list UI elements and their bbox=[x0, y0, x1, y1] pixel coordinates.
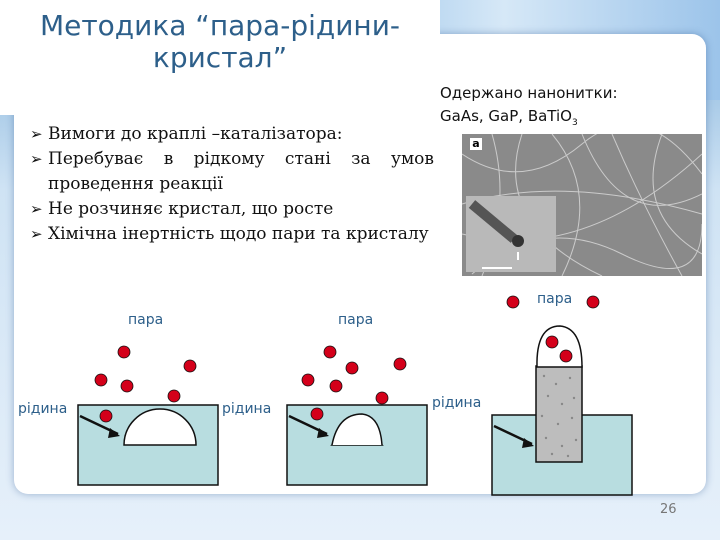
result-materials: GaAs, GaP, BaTiO bbox=[440, 107, 572, 125]
droplet-3 bbox=[537, 326, 582, 367]
arrow-bullet-icon: ➢ bbox=[30, 125, 43, 143]
vapor-atom bbox=[184, 360, 196, 372]
vapor-label-2: пара bbox=[338, 312, 374, 328]
vapor-atom bbox=[302, 374, 314, 386]
bullet-text: Перебуває в рідкому стані за умов проведення реакції bbox=[48, 149, 434, 194]
photo-panel-tag: a bbox=[470, 138, 482, 150]
vapor-atom bbox=[346, 362, 358, 374]
page-number: 26 bbox=[660, 502, 677, 517]
slide-title: Методика “пара-рідини-кристал” bbox=[39, 9, 401, 74]
liquid-label-1: рідина bbox=[18, 401, 68, 417]
result-label: Одержано нанонитки: bbox=[440, 84, 618, 102]
bullet-text: Вимоги до краплі –каталізатора: bbox=[48, 124, 343, 144]
vapor-atom bbox=[587, 296, 599, 308]
liquid-label-3: рідина bbox=[432, 395, 482, 411]
vapor-atom bbox=[100, 410, 112, 422]
arrow-bullet-icon: ➢ bbox=[30, 225, 43, 243]
vapor-atom bbox=[560, 350, 572, 362]
vapor-atom bbox=[394, 358, 406, 370]
vapor-atom bbox=[118, 346, 130, 358]
result-subscript: 3 bbox=[571, 118, 578, 128]
vapor-atom bbox=[168, 390, 180, 402]
vapor-label-3: пара bbox=[537, 291, 573, 307]
vapor-atom bbox=[546, 336, 558, 348]
vapor-atom bbox=[311, 408, 323, 420]
bullet-text: Не розчиняє кристал, що росте bbox=[48, 199, 334, 219]
arrow-bullet-icon: ➢ bbox=[30, 200, 43, 218]
nanowire-crystal bbox=[536, 366, 582, 462]
arrow-bullet-icon: ➢ bbox=[30, 150, 43, 168]
vapor-atom bbox=[95, 374, 107, 386]
vapor-atom bbox=[121, 380, 133, 392]
vapor-atom bbox=[507, 296, 519, 308]
vapor-label-1: пара bbox=[128, 312, 164, 328]
vapor-atom bbox=[330, 380, 342, 392]
vapor-atom bbox=[324, 346, 336, 358]
vapor-atom bbox=[376, 392, 388, 404]
bullet-text: Хімічна інертність щодо пари та кристалу bbox=[48, 224, 429, 244]
liquid-label-2: рідина bbox=[222, 401, 272, 417]
